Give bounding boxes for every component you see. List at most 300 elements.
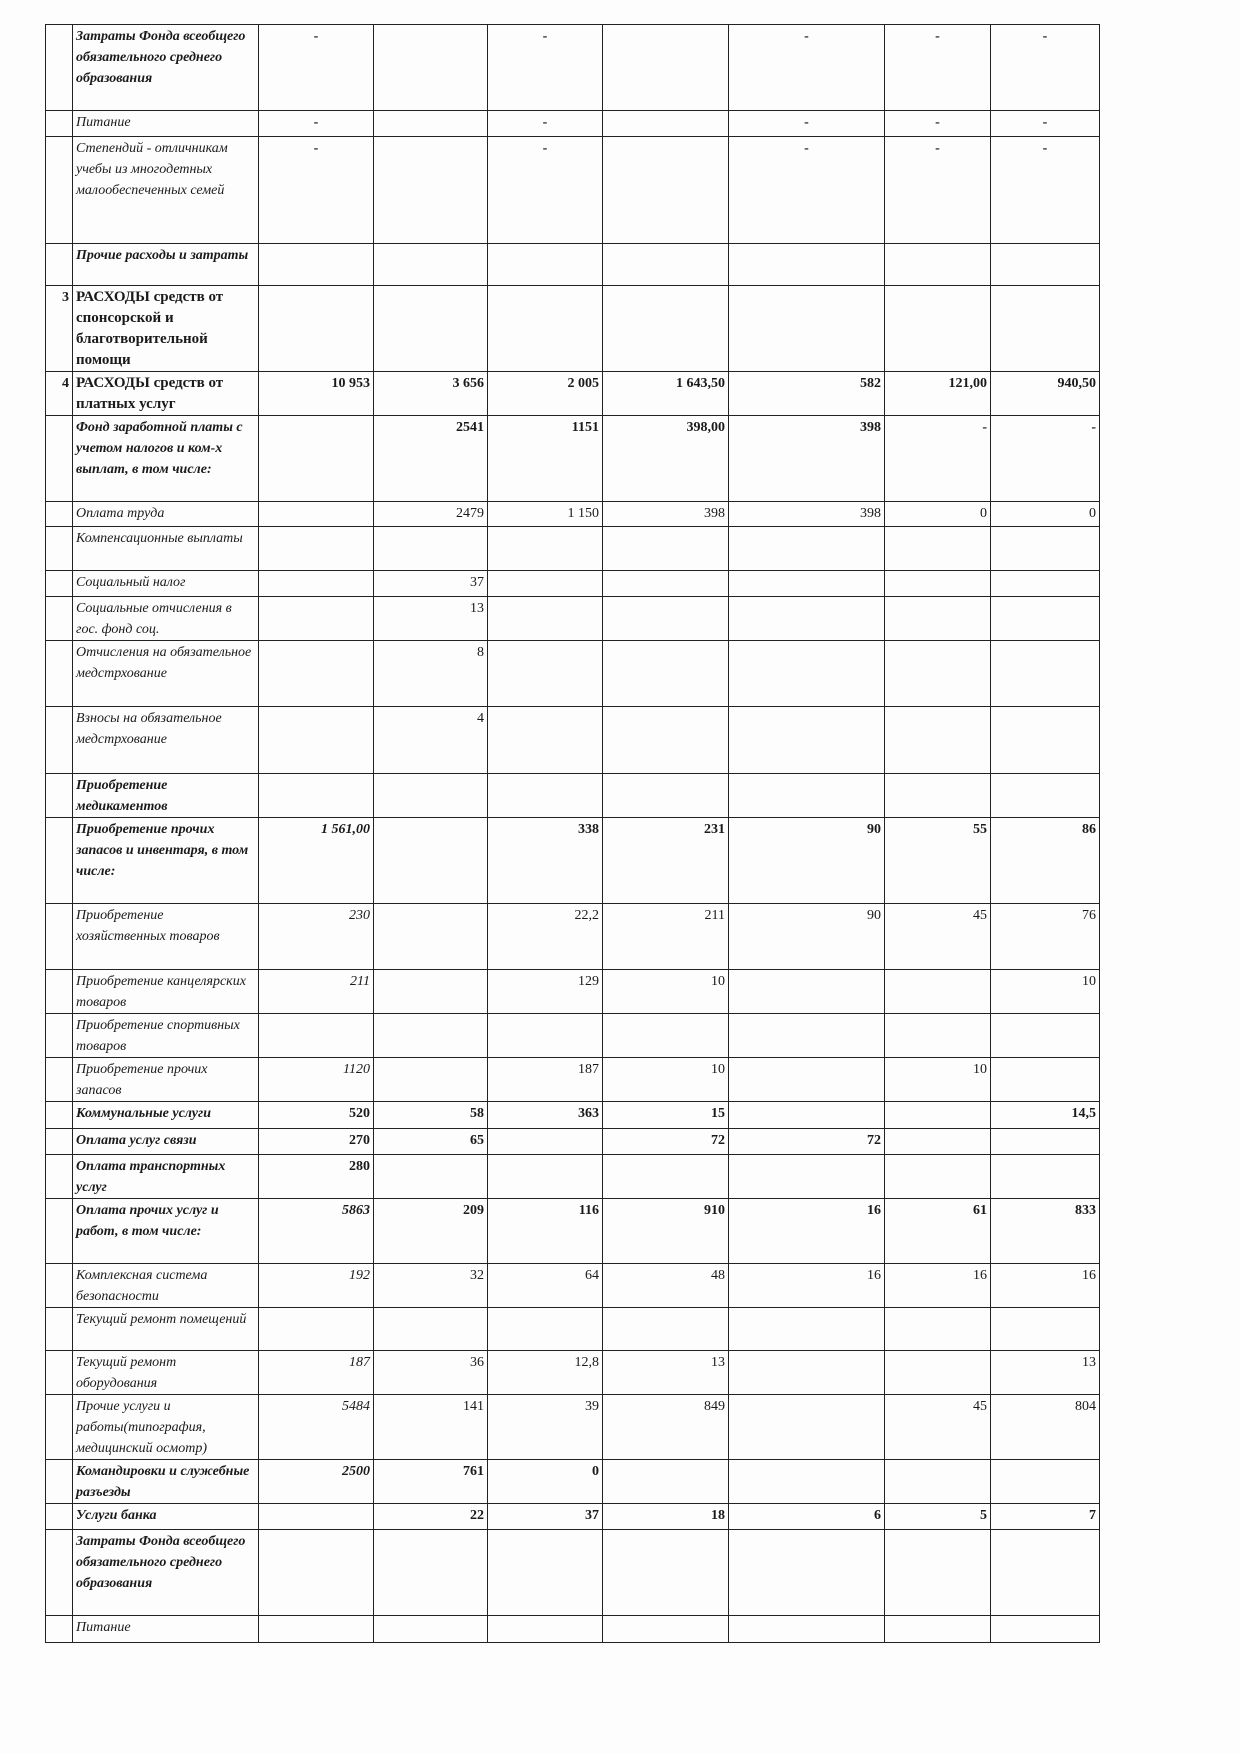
row-label-cell: Текущий ремонт помещений	[73, 1308, 259, 1351]
value-cell-col-7	[991, 1155, 1100, 1199]
row-index-cell	[46, 1395, 73, 1460]
value-cell-col-4: 211	[603, 904, 729, 970]
value-cell-col-7: 940,50	[991, 372, 1100, 416]
value-cell-col-7	[991, 1308, 1100, 1351]
value-cell-col-1: -	[259, 25, 374, 111]
row-index-cell	[46, 597, 73, 641]
row-label-cell: Текущий ремонт оборудования	[73, 1351, 259, 1395]
value-cell-col-2	[374, 970, 488, 1014]
value-cell-col-7	[991, 774, 1100, 818]
value-cell-col-2	[374, 904, 488, 970]
value-cell-col-6: 0	[885, 502, 991, 527]
value-cell-col-6	[885, 1014, 991, 1058]
value-cell-col-7: -	[991, 25, 1100, 111]
value-cell-col-2: 3 656	[374, 372, 488, 416]
table-row	[46, 597, 1100, 641]
row-index-cell	[46, 244, 73, 286]
value-cell-col-4: 910	[603, 1199, 729, 1264]
value-cell-col-7	[991, 1129, 1100, 1155]
value-cell-col-6: 121,00	[885, 372, 991, 416]
value-cell-col-7: -	[991, 416, 1100, 502]
value-cell-col-3: 2 005	[488, 372, 603, 416]
row-label-cell: Коммунальные услуги	[73, 1102, 259, 1129]
row-label-cell: Прочие расходы и затраты	[73, 244, 259, 286]
value-cell-col-1: -	[259, 137, 374, 244]
value-cell-col-6: -	[885, 137, 991, 244]
value-cell-col-2: 4	[374, 707, 488, 774]
table-row	[46, 1264, 1100, 1308]
row-index-cell	[46, 1014, 73, 1058]
table-row	[46, 137, 1100, 244]
row-index-cell	[46, 904, 73, 970]
value-cell-col-5	[729, 1616, 885, 1643]
value-cell-col-3: -	[488, 25, 603, 111]
value-cell-col-3: 37	[488, 1504, 603, 1530]
row-label-cell: Социальные отчисления в гос. фонд соц.	[73, 597, 259, 641]
row-index-cell	[46, 1351, 73, 1395]
value-cell-col-3	[488, 571, 603, 597]
value-cell-col-1	[259, 416, 374, 502]
table-row	[46, 111, 1100, 137]
value-cell-col-4: 231	[603, 818, 729, 904]
value-cell-col-5	[729, 641, 885, 707]
row-index-cell	[46, 707, 73, 774]
value-cell-col-6	[885, 1460, 991, 1504]
value-cell-col-3	[488, 1308, 603, 1351]
value-cell-col-4: 10	[603, 970, 729, 1014]
value-cell-col-1: 192	[259, 1264, 374, 1308]
value-cell-col-7	[991, 1058, 1100, 1102]
value-cell-col-5: 72	[729, 1129, 885, 1155]
row-index-cell: 4	[46, 372, 73, 416]
value-cell-col-7	[991, 244, 1100, 286]
value-cell-col-1	[259, 527, 374, 571]
value-cell-col-1	[259, 286, 374, 372]
value-cell-col-6	[885, 1308, 991, 1351]
row-index-cell	[46, 1155, 73, 1199]
value-cell-col-5: 582	[729, 372, 885, 416]
value-cell-col-7: 0	[991, 502, 1100, 527]
value-cell-col-6: -	[885, 416, 991, 502]
row-index-cell	[46, 416, 73, 502]
value-cell-col-6	[885, 707, 991, 774]
value-cell-col-5	[729, 1014, 885, 1058]
value-cell-col-5	[729, 1058, 885, 1102]
value-cell-col-5: 6	[729, 1504, 885, 1530]
value-cell-col-3	[488, 286, 603, 372]
table-row	[46, 286, 1100, 372]
value-cell-col-3	[488, 1530, 603, 1616]
value-cell-col-3	[488, 1014, 603, 1058]
row-label-cell: Комплексная система безопасности	[73, 1264, 259, 1308]
value-cell-col-4	[603, 244, 729, 286]
value-cell-col-6	[885, 527, 991, 571]
value-cell-col-3: 363	[488, 1102, 603, 1129]
row-label-cell: Оплата услуг связи	[73, 1129, 259, 1155]
row-label-cell: Услуги банка	[73, 1504, 259, 1530]
value-cell-col-5	[729, 1530, 885, 1616]
value-cell-col-5: 90	[729, 818, 885, 904]
value-cell-col-5	[729, 286, 885, 372]
value-cell-col-6	[885, 597, 991, 641]
row-index-cell	[46, 111, 73, 137]
row-index-cell	[46, 1504, 73, 1530]
value-cell-col-5: 90	[729, 904, 885, 970]
row-index-cell	[46, 1264, 73, 1308]
value-cell-col-3: 187	[488, 1058, 603, 1102]
value-cell-col-6	[885, 571, 991, 597]
value-cell-col-5	[729, 1308, 885, 1351]
value-cell-col-6: 45	[885, 1395, 991, 1460]
value-cell-col-4	[603, 286, 729, 372]
value-cell-col-4: 48	[603, 1264, 729, 1308]
value-cell-col-1	[259, 1308, 374, 1351]
value-cell-col-6	[885, 970, 991, 1014]
value-cell-col-1: 187	[259, 1351, 374, 1395]
value-cell-col-2: 32	[374, 1264, 488, 1308]
row-index-cell	[46, 818, 73, 904]
table-row	[46, 416, 1100, 502]
value-cell-col-5	[729, 1460, 885, 1504]
value-cell-col-1: 5863	[259, 1199, 374, 1264]
value-cell-col-5: -	[729, 111, 885, 137]
value-cell-col-4	[603, 1530, 729, 1616]
value-cell-col-5	[729, 1102, 885, 1129]
value-cell-col-1	[259, 707, 374, 774]
value-cell-col-1: 5484	[259, 1395, 374, 1460]
row-label-cell: Питание	[73, 111, 259, 137]
value-cell-col-4	[603, 1155, 729, 1199]
value-cell-col-5	[729, 774, 885, 818]
value-cell-col-7	[991, 1460, 1100, 1504]
value-cell-col-3: 22,2	[488, 904, 603, 970]
value-cell-col-2	[374, 25, 488, 111]
value-cell-col-7	[991, 527, 1100, 571]
row-index-cell	[46, 527, 73, 571]
table-row	[46, 1504, 1100, 1530]
value-cell-col-6	[885, 244, 991, 286]
row-index-cell	[46, 25, 73, 111]
value-cell-col-6: 16	[885, 1264, 991, 1308]
value-cell-col-3	[488, 1129, 603, 1155]
value-cell-col-4: 849	[603, 1395, 729, 1460]
value-cell-col-7	[991, 571, 1100, 597]
table-row	[46, 818, 1100, 904]
value-cell-col-2	[374, 111, 488, 137]
value-cell-col-5	[729, 970, 885, 1014]
value-cell-col-5	[729, 571, 885, 597]
value-cell-col-6: 5	[885, 1504, 991, 1530]
row-label-cell: Социальный налог	[73, 571, 259, 597]
value-cell-col-3: -	[488, 137, 603, 244]
value-cell-col-3	[488, 1616, 603, 1643]
row-label-cell: Приобретение медикаментов	[73, 774, 259, 818]
table-row	[46, 1014, 1100, 1058]
value-cell-col-1	[259, 1504, 374, 1530]
value-cell-col-1	[259, 502, 374, 527]
value-cell-col-5	[729, 1351, 885, 1395]
value-cell-col-5: 398	[729, 416, 885, 502]
value-cell-col-4: 15	[603, 1102, 729, 1129]
table-row	[46, 1102, 1100, 1129]
value-cell-col-5	[729, 1155, 885, 1199]
table-row	[46, 1199, 1100, 1264]
table-row	[46, 527, 1100, 571]
table-row	[46, 244, 1100, 286]
value-cell-col-6	[885, 1129, 991, 1155]
value-cell-col-2: 2479	[374, 502, 488, 527]
value-cell-col-3	[488, 527, 603, 571]
row-label-cell: Отчисления на обязательное медстрхование	[73, 641, 259, 707]
value-cell-col-5: -	[729, 25, 885, 111]
value-cell-col-4	[603, 1308, 729, 1351]
value-cell-col-3	[488, 641, 603, 707]
row-label-cell: РАСХОДЫ средств от спонсорской и благотворительной помощи	[73, 286, 259, 372]
value-cell-col-7: 76	[991, 904, 1100, 970]
value-cell-col-1: 230	[259, 904, 374, 970]
value-cell-col-2: 13	[374, 597, 488, 641]
value-cell-col-6	[885, 1102, 991, 1129]
value-cell-col-6	[885, 1616, 991, 1643]
value-cell-col-6: 61	[885, 1199, 991, 1264]
expenses-table-body	[46, 25, 1100, 1643]
value-cell-col-4	[603, 1014, 729, 1058]
value-cell-col-4	[603, 527, 729, 571]
value-cell-col-4	[603, 25, 729, 111]
value-cell-col-7	[991, 1530, 1100, 1616]
value-cell-col-6	[885, 1530, 991, 1616]
value-cell-col-2	[374, 527, 488, 571]
value-cell-col-2: 65	[374, 1129, 488, 1155]
value-cell-col-7	[991, 1616, 1100, 1643]
value-cell-col-7	[991, 1014, 1100, 1058]
row-label-cell: Степендий - отличникам учебы из многодетных малообеспеченных семей	[73, 137, 259, 244]
row-index-cell	[46, 641, 73, 707]
value-cell-col-2	[374, 818, 488, 904]
value-cell-col-1: 270	[259, 1129, 374, 1155]
table-row	[46, 1351, 1100, 1395]
row-index-cell	[46, 970, 73, 1014]
value-cell-col-3: -	[488, 111, 603, 137]
expenses-table	[45, 24, 1100, 1643]
value-cell-col-2: 22	[374, 1504, 488, 1530]
value-cell-col-5	[729, 1395, 885, 1460]
value-cell-col-3: 338	[488, 818, 603, 904]
value-cell-col-3	[488, 597, 603, 641]
table-row	[46, 904, 1100, 970]
table-row	[46, 1530, 1100, 1616]
row-index-cell	[46, 1616, 73, 1643]
row-index-cell: 3	[46, 286, 73, 372]
value-cell-col-1	[259, 774, 374, 818]
value-cell-col-7	[991, 707, 1100, 774]
row-label-cell: Оплата труда	[73, 502, 259, 527]
value-cell-col-3: 129	[488, 970, 603, 1014]
value-cell-col-2	[374, 1058, 488, 1102]
value-cell-col-6	[885, 1351, 991, 1395]
value-cell-col-1: 520	[259, 1102, 374, 1129]
table-row	[46, 641, 1100, 707]
value-cell-col-5: -	[729, 137, 885, 244]
row-index-cell	[46, 1058, 73, 1102]
value-cell-col-7: 833	[991, 1199, 1100, 1264]
value-cell-col-4: 13	[603, 1351, 729, 1395]
value-cell-col-5: 16	[729, 1199, 885, 1264]
value-cell-col-2: 36	[374, 1351, 488, 1395]
value-cell-col-1	[259, 641, 374, 707]
table-row	[46, 1129, 1100, 1155]
value-cell-col-1: 211	[259, 970, 374, 1014]
value-cell-col-1: 1120	[259, 1058, 374, 1102]
table-row	[46, 502, 1100, 527]
row-index-cell	[46, 774, 73, 818]
value-cell-col-1: 10 953	[259, 372, 374, 416]
value-cell-col-2	[374, 1308, 488, 1351]
value-cell-col-7	[991, 597, 1100, 641]
value-cell-col-6	[885, 774, 991, 818]
value-cell-col-3: 12,8	[488, 1351, 603, 1395]
value-cell-col-3: 39	[488, 1395, 603, 1460]
value-cell-col-1: -	[259, 111, 374, 137]
value-cell-col-1	[259, 244, 374, 286]
value-cell-col-3: 64	[488, 1264, 603, 1308]
value-cell-col-1	[259, 571, 374, 597]
value-cell-col-7: 13	[991, 1351, 1100, 1395]
table-row	[46, 1308, 1100, 1351]
value-cell-col-6	[885, 1155, 991, 1199]
value-cell-col-4: 398	[603, 502, 729, 527]
value-cell-col-1	[259, 597, 374, 641]
row-index-cell	[46, 1199, 73, 1264]
value-cell-col-1	[259, 1616, 374, 1643]
table-row	[46, 1058, 1100, 1102]
value-cell-col-5	[729, 527, 885, 571]
value-cell-col-4: 10	[603, 1058, 729, 1102]
value-cell-col-2	[374, 1616, 488, 1643]
value-cell-col-1: 1 561,00	[259, 818, 374, 904]
value-cell-col-7: 14,5	[991, 1102, 1100, 1129]
value-cell-col-3	[488, 707, 603, 774]
value-cell-col-6: -	[885, 111, 991, 137]
row-label-cell: Приобретение хозяйственных товаров	[73, 904, 259, 970]
row-label-cell: Затраты Фонда всеобщего обязательного среднего образования	[73, 1530, 259, 1616]
value-cell-col-7: 16	[991, 1264, 1100, 1308]
value-cell-col-1: 2500	[259, 1460, 374, 1504]
row-index-cell	[46, 1308, 73, 1351]
value-cell-col-3: 1 150	[488, 502, 603, 527]
row-index-cell	[46, 1102, 73, 1129]
table-row	[46, 571, 1100, 597]
value-cell-col-5	[729, 707, 885, 774]
table-row	[46, 1616, 1100, 1643]
value-cell-col-1	[259, 1530, 374, 1616]
value-cell-col-4: 72	[603, 1129, 729, 1155]
row-label-cell: Командировки и служебные разъезды	[73, 1460, 259, 1504]
value-cell-col-2	[374, 1530, 488, 1616]
row-label-cell: Приобретение прочих запасов	[73, 1058, 259, 1102]
value-cell-col-4	[603, 111, 729, 137]
table-row	[46, 970, 1100, 1014]
value-cell-col-6	[885, 641, 991, 707]
value-cell-col-7	[991, 641, 1100, 707]
row-label-cell: РАСХОДЫ средств от платных услуг	[73, 372, 259, 416]
value-cell-col-7: 7	[991, 1504, 1100, 1530]
value-cell-col-4: 1 643,50	[603, 372, 729, 416]
table-row	[46, 25, 1100, 111]
value-cell-col-2	[374, 286, 488, 372]
row-index-cell	[46, 1460, 73, 1504]
table-row	[46, 774, 1100, 818]
value-cell-col-2: 761	[374, 1460, 488, 1504]
value-cell-col-4	[603, 1616, 729, 1643]
row-label-cell: Приобретение канцелярских товаров	[73, 970, 259, 1014]
value-cell-col-4	[603, 597, 729, 641]
value-cell-col-7: 804	[991, 1395, 1100, 1460]
table-row	[46, 707, 1100, 774]
value-cell-col-4	[603, 641, 729, 707]
value-cell-col-6: 45	[885, 904, 991, 970]
value-cell-col-2: 58	[374, 1102, 488, 1129]
value-cell-col-2	[374, 244, 488, 286]
value-cell-col-1	[259, 1014, 374, 1058]
value-cell-col-1: 280	[259, 1155, 374, 1199]
row-label-cell: Приобретение прочих запасов и инвентаря, в том числе:	[73, 818, 259, 904]
value-cell-col-4	[603, 707, 729, 774]
table-row	[46, 1155, 1100, 1199]
value-cell-col-7: 10	[991, 970, 1100, 1014]
value-cell-col-2	[374, 1155, 488, 1199]
value-cell-col-2	[374, 137, 488, 244]
value-cell-col-3	[488, 244, 603, 286]
value-cell-col-4: 18	[603, 1504, 729, 1530]
row-label-cell: Фонд заработной платы с учетом налогов и ком-х выплат, в том числе:	[73, 416, 259, 502]
value-cell-col-2: 209	[374, 1199, 488, 1264]
row-label-cell: Прочие услуги и работы(типография, медицинский осмотр)	[73, 1395, 259, 1460]
value-cell-col-6: 10	[885, 1058, 991, 1102]
table-row	[46, 372, 1100, 416]
row-index-cell	[46, 1530, 73, 1616]
value-cell-col-7: -	[991, 137, 1100, 244]
value-cell-col-2	[374, 1014, 488, 1058]
row-index-cell	[46, 1129, 73, 1155]
value-cell-col-3: 116	[488, 1199, 603, 1264]
value-cell-col-4	[603, 137, 729, 244]
value-cell-col-4	[603, 571, 729, 597]
value-cell-col-6: 55	[885, 818, 991, 904]
value-cell-col-5: 398	[729, 502, 885, 527]
row-index-cell	[46, 137, 73, 244]
row-label-cell: Компенсационные выплаты	[73, 527, 259, 571]
value-cell-col-5	[729, 244, 885, 286]
table-row	[46, 1460, 1100, 1504]
value-cell-col-3	[488, 1155, 603, 1199]
value-cell-col-4	[603, 1460, 729, 1504]
value-cell-col-2: 8	[374, 641, 488, 707]
table-row	[46, 1395, 1100, 1460]
value-cell-col-6	[885, 286, 991, 372]
value-cell-col-7	[991, 286, 1100, 372]
row-label-cell: Затраты Фонда всеобщего обязательного среднего образования	[73, 25, 259, 111]
value-cell-col-2: 141	[374, 1395, 488, 1460]
value-cell-col-7: 86	[991, 818, 1100, 904]
value-cell-col-7: -	[991, 111, 1100, 137]
value-cell-col-4: 398,00	[603, 416, 729, 502]
value-cell-col-3	[488, 774, 603, 818]
value-cell-col-3: 1151	[488, 416, 603, 502]
row-label-cell: Приобретение спортивных товаров	[73, 1014, 259, 1058]
row-label-cell: Оплата прочих услуг и работ, в том числе:	[73, 1199, 259, 1264]
row-index-cell	[46, 502, 73, 527]
